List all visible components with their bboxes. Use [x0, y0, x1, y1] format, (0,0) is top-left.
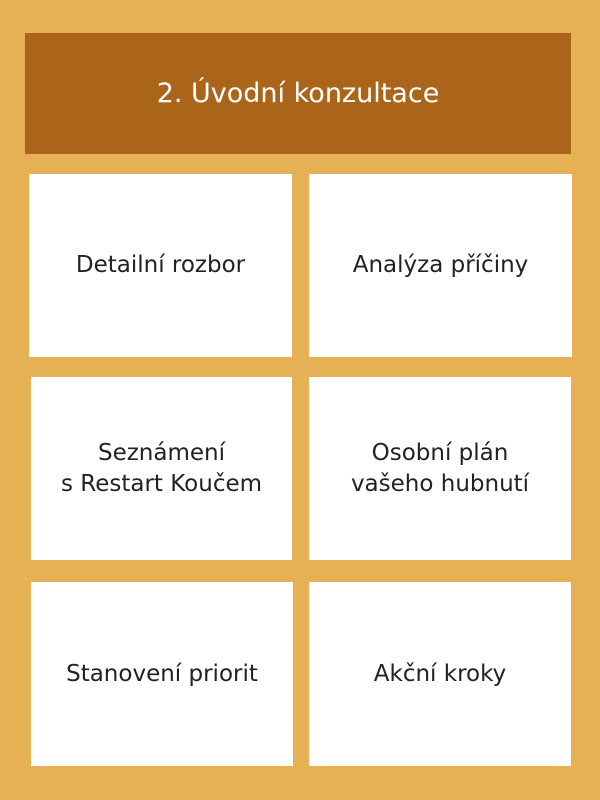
card-cause-analysis — [309, 174, 572, 357]
card-priorities — [31, 582, 293, 766]
card-label: Osobní plán vašeho hubnutí — [350, 439, 530, 497]
card-label: Akční kroky — [373, 660, 507, 687]
card-label: Analýza příčiny — [352, 252, 529, 278]
card-label: Seznámení s Restart Koučem — [60, 439, 263, 497]
card-personal-plan — [309, 377, 571, 560]
header-banner — [25, 33, 571, 154]
page-title: 2. Úvodní konzultace — [156, 78, 440, 109]
card-meet-coach — [31, 377, 292, 560]
card-action-steps — [309, 582, 571, 766]
card-detailed-analysis — [29, 174, 292, 357]
card-label: Detailní rozbor — [75, 252, 246, 278]
card-label: Stanovení priorit — [66, 660, 258, 687]
